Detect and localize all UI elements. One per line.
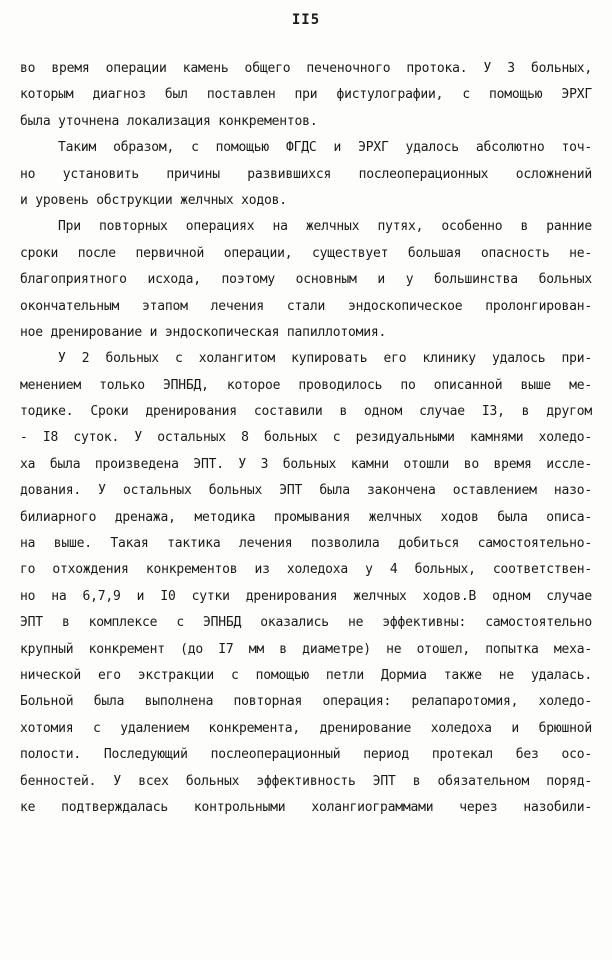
text-line: полости. Последующий послеоперационный период протекал без осо- [20, 747, 592, 763]
text-line: но на 6,7,9 и I0 сутки дренирования желчных ходов.В одном случае [20, 588, 592, 604]
text-line: и уровень обструкции желчных ходов. [20, 192, 287, 208]
text-line: менением только ЭПНБД, которое проводилось по описанной выше ме- [20, 377, 592, 393]
text-line: билиарного дренажа, методика промывания желчных ходов была описа- [20, 509, 592, 525]
text-line: ке подтверждалась контрольными холангиограммами через назобили- [20, 799, 592, 815]
text-line: дования. У остальных больных ЭПТ была закончена оставлением назо- [20, 483, 592, 499]
text-line: - I8 суток. У остальных 8 больных с резидуальными камнями холедо- [20, 430, 592, 446]
paragraph [20, 346, 592, 821]
text-line: на выше. Такая тактика лечения позволила добиться самостоятельно- [20, 536, 592, 552]
text-line: благоприятного исхода, поэтому основным и у большинства больных [20, 272, 592, 288]
text-line: окончательным этапом лечения стали эндоскопическое пролонгирован- [20, 298, 592, 314]
text-line: крупный конкремент (до I7 мм в диаметре) не отошел, попытка меха- [20, 641, 592, 657]
text-line: Таким образом, с помощью ФГДС и ЭРХГ удалось абсолютно точ- [58, 140, 592, 156]
text-line: При повторных операциях на желчных путях, особенно в ранние [58, 219, 592, 235]
text-line: во время операции камень общего печеночного протока. У 3 больных, [20, 61, 592, 76]
text-line: Больной была выполнена повторная операция: релапаротомия, холедо- [20, 694, 592, 710]
text-line: нической его экстракции с помощью петли Дормиа также не удалась. [20, 667, 592, 683]
text-line: сроки после первичной операции, существует большая опасность не- [20, 245, 592, 261]
paragraph [20, 56, 592, 135]
text-line: го отхождения конкрементов из холедоха у 4 больных, соответствен- [20, 562, 592, 578]
text-line: ха была произведена ЭПТ. У 3 больных камни отошли во время иссле- [20, 456, 592, 472]
text-line: тодике. Сроки дренирования составили в одном случае I3, в другом [20, 404, 592, 420]
text-line: У 2 больных с холангитом купировать его клинику удалось при- [58, 351, 592, 367]
page-number: II5 [291, 12, 321, 28]
text-line: но установить причины развившихся послеоперационных осложнений [20, 166, 592, 182]
text-line: бенностей. У всех больных эффективность ЭПТ в обязательном поряд- [20, 773, 592, 789]
text-line: которым диагноз был поставлен при фистулографии, с помощью ЭРХГ [20, 87, 592, 103]
text-line: хотомия с удалением конкремента, дренирование холедоха и брюшной [20, 720, 592, 736]
body-text [20, 56, 592, 821]
paragraph [20, 214, 592, 346]
text-line: ное дренирование и эндоскопическая папиллотомия. [20, 324, 387, 340]
text-line: ЭПТ в комплексе с ЭПНБД оказались не эффективны: самостоятельно [20, 615, 592, 631]
paragraph [20, 135, 592, 214]
text-line: была уточнена локализация конкрементов. [20, 113, 318, 129]
